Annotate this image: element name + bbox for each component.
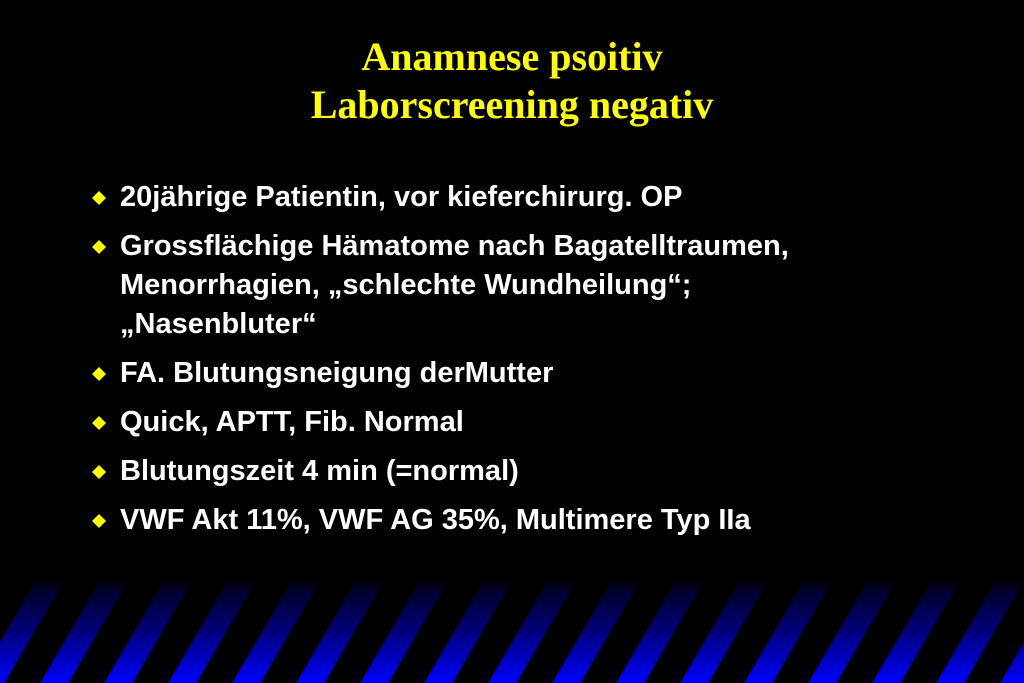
- bullet-text: Blutungszeit 4 min (=normal): [120, 455, 519, 487]
- bullet-text: Quick, APTT, Fib. Normal: [120, 406, 464, 438]
- diamond-bullet-icon: [92, 367, 106, 381]
- slide-title: [0, 33, 1024, 129]
- bullet-item: [90, 178, 990, 217]
- bullet-item: [90, 501, 990, 540]
- bullet-text: Grossflächige Hämatome nach Bagatelltraumen, Menorrhagien, „schlechte Wundheilung“; „Nasenbluter“: [120, 230, 789, 340]
- bullet-item: [90, 452, 990, 491]
- diamond-bullet-icon: [92, 514, 106, 528]
- bullet-text: 20jährige Patientin, vor kieferchirurg. OP: [120, 181, 683, 213]
- diamond-bullet-icon: [92, 465, 106, 479]
- diamond-bullet-icon: [92, 191, 106, 205]
- bullet-list: [90, 178, 990, 550]
- title-line-2: Laborscreening negativ: [310, 82, 714, 127]
- bullet-item: [90, 403, 990, 442]
- bullet-item: [90, 227, 990, 344]
- bullet-item: [90, 354, 990, 393]
- diagonal-stripes-graphic: [0, 580, 1024, 683]
- bullet-text: FA. Blutungsneigung derMutter: [120, 357, 554, 389]
- bullet-text: VWF Akt 11%, VWF AG 35%, Multimere Typ IIa: [120, 504, 751, 536]
- title-line-1: Anamnese psoitiv: [361, 34, 663, 79]
- diamond-bullet-icon: [92, 240, 106, 254]
- decorative-stripe-band: [0, 580, 1024, 683]
- diamond-bullet-icon: [92, 416, 106, 430]
